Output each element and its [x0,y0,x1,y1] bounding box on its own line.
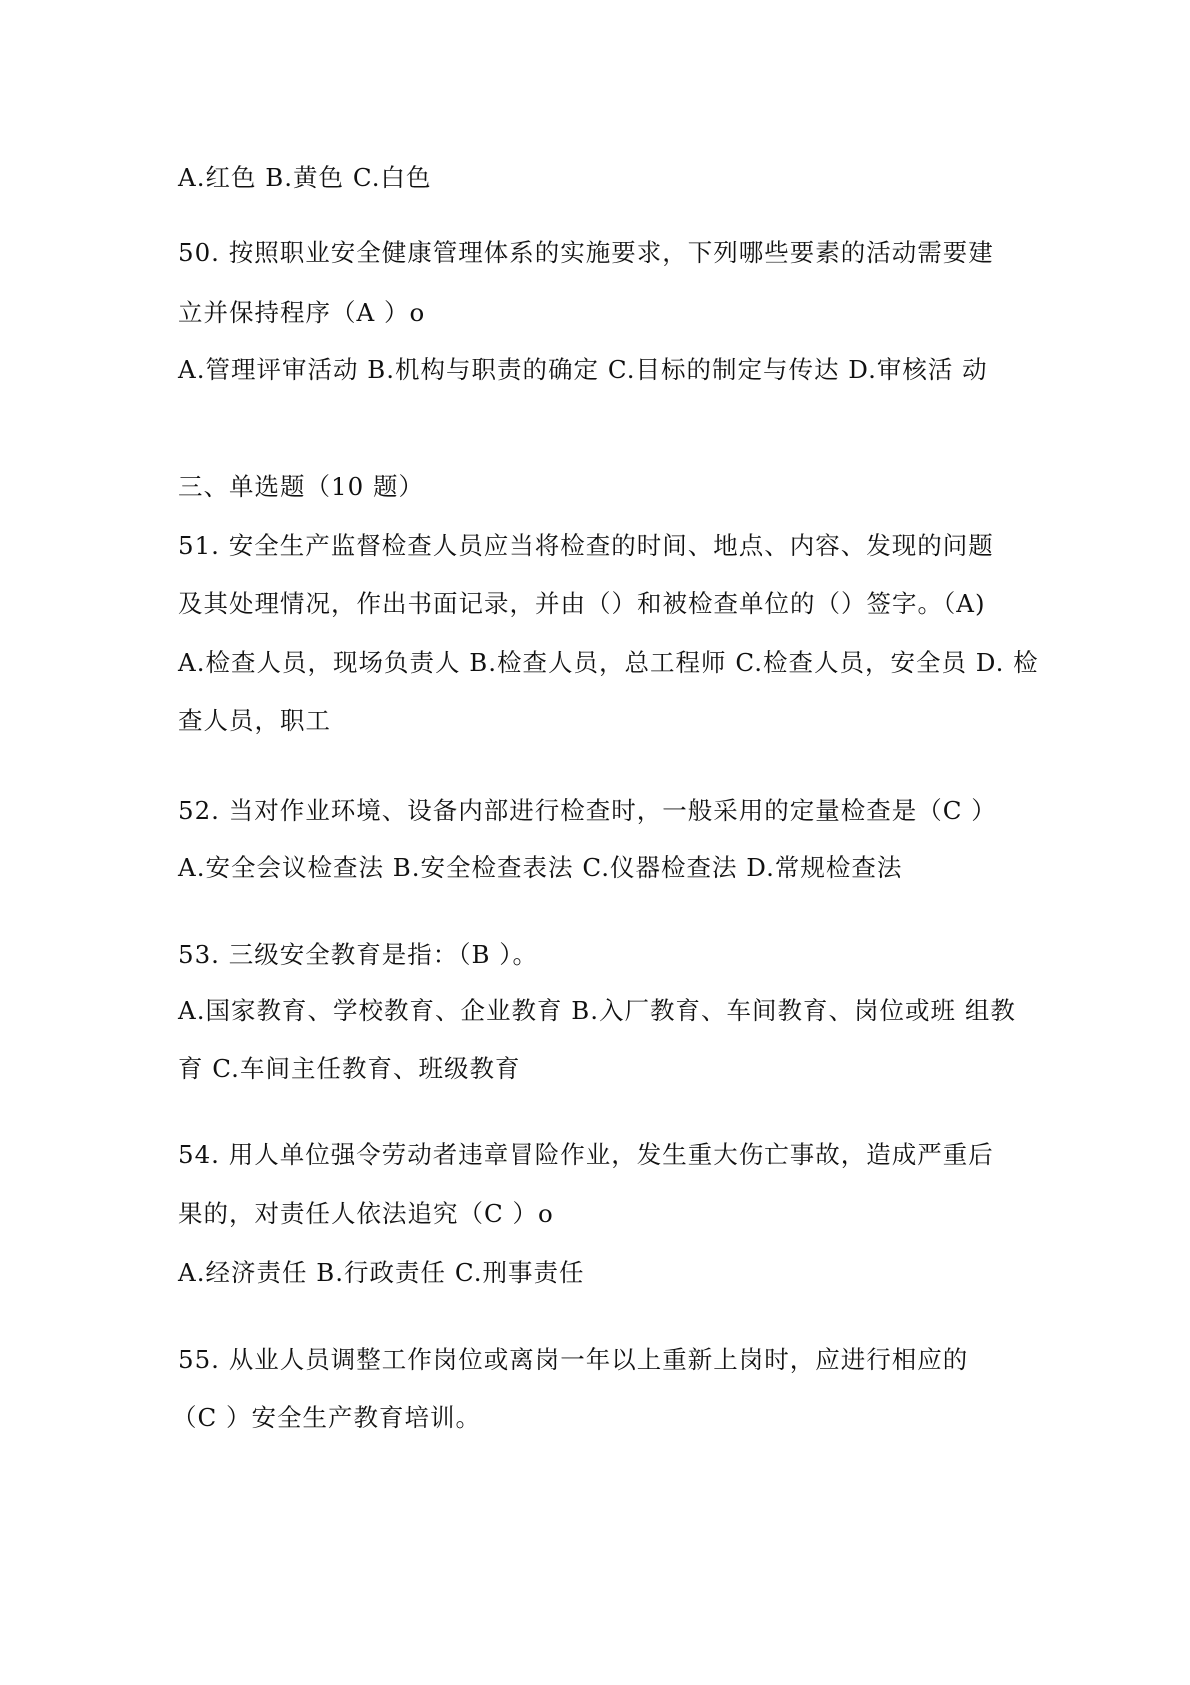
q54-options: A.经济责任 B.行政责任 C.刑事责任 [178,1258,585,1287]
q50-options: A.管理评审活动 B.机构与职责的确定 C.目标的制定与传达 D.审核活 动 [178,355,988,384]
q54-text-line1: 54. 用人单位强令劳动者违章冒险作业，发生重大伤亡事故，造成严重后 [178,1140,994,1169]
q51-text-line1: 51. 安全生产监督检查人员应当将检查的时间、地点、内容、发现的问题 [178,531,994,560]
q51-options-line1: A.检查人员，现场负责人 B.检查人员，总工程师 C.检查人员，安全员 D. 检 [178,648,1039,677]
q53-text: 53. 三级安全教育是指：（B ）。 [178,940,539,969]
section-heading: 三、单选题（10 题） [178,472,424,501]
q52-text: 52. 当对作业环境、设备内部进行检查时，一般采用的定量检查是（C ） [178,796,997,825]
q52-options: A.安全会议检查法 B.安全检查表法 C.仪器检查法 D.常规检查法 [178,853,903,882]
q51-options-line2: 查人员，职工 [178,706,331,735]
q50-text-line1: 50. 按照职业安全健康管理体系的实施要求，下列哪些要素的活动需要建 [178,238,994,267]
q55-text-line2: （C ）安全生产教育培训。 [172,1403,482,1432]
q54-text-line2: 果的，对责任人依法追究（C ）o [178,1199,554,1228]
q51-text-line2: 及其处理情况，作出书面记录，并由（）和被检查单位的（）签字。（A) [178,589,986,618]
q55-text-line1: 55. 从业人员调整工作岗位或离岗一年以上重新上岗时，应进行相应的 [178,1345,969,1374]
q53-options-line2: 育 C.车间主任教育、班级教育 [178,1054,521,1083]
q53-options-line1: A.国家教育、学校教育、企业教育 B.入厂教育、车间教育、岗位或班 组教 [178,996,1016,1025]
q50-text-line2: 立并保持程序（A ）o [178,298,426,327]
q49-options: A.红色 B.黄色 C.白色 [178,163,432,192]
